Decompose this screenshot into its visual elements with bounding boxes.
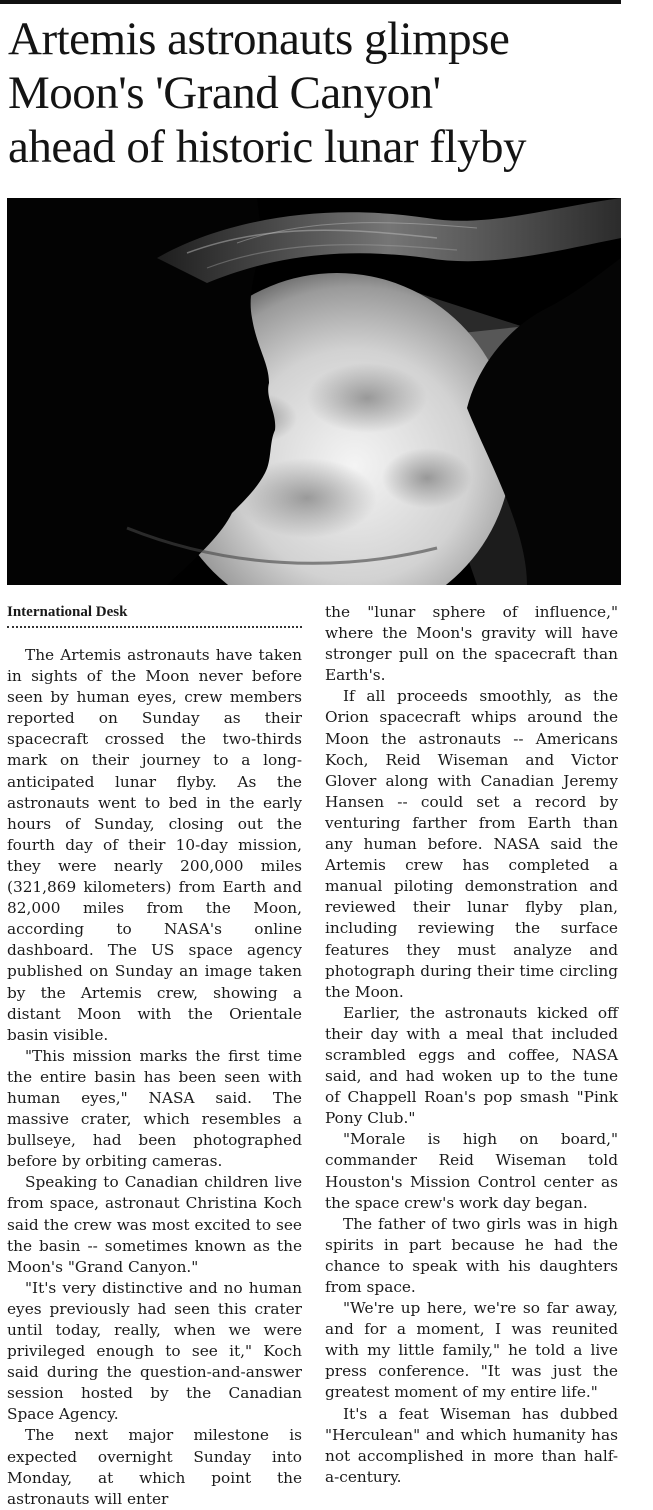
article-paragraph: Speaking to Canadian children live from space, astronaut Christina Koch said the crew was most excited to see the basin -- sometimes known as the Moon's "Grand Canyon." bbox=[7, 1173, 302, 1276]
dotted-divider bbox=[7, 626, 302, 628]
article-paragraph: If all proceeds smoothly, as the Orion spacecraft whips around the Moon the astronauts -- Americans Koch, Reid Wiseman and Victor Glover along with Canadian Jeremy Hansen -- could set a record by venturing farther from Earth than any human before. NASA said the Artemis crew has completed a manual piloting demonstration and reviewed their lunar flyby plan, including reviewing the surface features they must analyze and photograph during their time circling the Moon. bbox=[325, 687, 618, 1001]
article-paragraph: Earlier, the astronauts kicked off their day with a meal that included scrambled eggs and coffee, NASA said, and had woken up to the tune of Chappell Roan's pop smash "Pink Pony Club." bbox=[325, 1003, 618, 1128]
article-photo bbox=[7, 198, 621, 585]
article-paragraph: The Artemis astronauts have taken in sights of the Moon never before seen by human eyes, crew members reported on Sunday as their spacecraft crossed the two-thirds mark on their journey to a long-anticipated lunar flyby. As the astronauts went to bed in the early hours of Sunday, closing out the fourth day of their 10-day mission, they were nearly 200,000 miles (321,869 kilometers) from Earth and 82,000 miles from the Moon, according to NASA's online dashboard. The US space agency published on Sunday an image taken by the Artemis crew, showing a distant Moon with the Orientale basin visible. bbox=[7, 646, 302, 1044]
headline-line-3: ahead of historic lunar flyby bbox=[8, 121, 526, 173]
byline-desk: International Desk bbox=[7, 604, 128, 620]
article-paragraph-continued: the "lunar sphere of influence," where the Moon's gravity will have stronger pull on the spacecraft than Earth's. bbox=[325, 603, 618, 685]
article-paragraph: The father of two girls was in high spirits in part because he had the chance to speak with his daughters from space. bbox=[325, 1214, 618, 1296]
article-paragraph: It's a feat Wiseman has dubbed "Herculean" and which humanity has not accomplished in more than half-a-century. bbox=[325, 1404, 618, 1486]
article-paragraph: "This mission marks the first time the entire basin has been seen with human eyes," NASA said. The massive crater, which resembles a bullseye, had been photographed before by orbiting cameras. bbox=[7, 1046, 302, 1171]
article-paragraph: The next major milestone is expected overnight Sunday into Monday, at which point the astronauts will enter bbox=[7, 1426, 302, 1508]
headline-line-2: Moon's 'Grand Canyon' bbox=[8, 67, 441, 119]
headline-line-1: Artemis astronauts glimpse bbox=[8, 13, 510, 65]
article-paragraph: "Morale is high on board," commander Reid Wiseman told Houston's Mission Control center as the space crew's work day began. bbox=[325, 1130, 618, 1212]
astronaut-window-moon-image bbox=[7, 198, 621, 585]
article-paragraph: "It's very distinctive and no human eyes previously had seen this crater until today, really, when we were privileged enough to see it," Koch said during the question-and-answer session hosted by the Canadian Space Agency. bbox=[7, 1278, 302, 1424]
article-paragraph: "We're up here, we're so far away, and for a moment, I was reunited with my little family," he told a live press conference. "It was just the greatest moment of my entire life." bbox=[325, 1299, 618, 1402]
headline bbox=[8, 12, 620, 174]
article-column-right bbox=[325, 602, 618, 1488]
top-rule bbox=[0, 0, 621, 4]
article-column-left bbox=[7, 602, 302, 1510]
